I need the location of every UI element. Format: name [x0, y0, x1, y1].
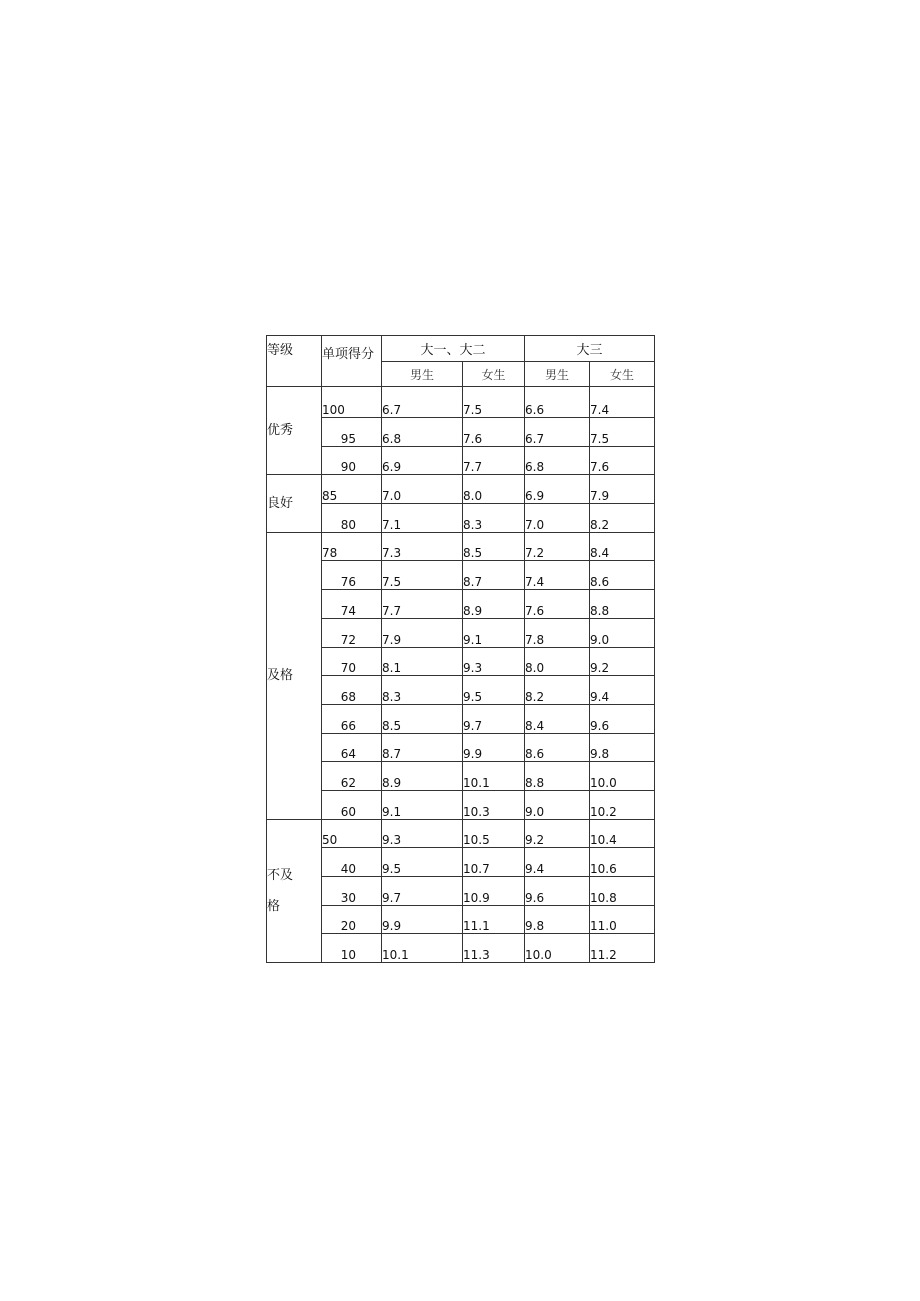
year1-2-male-cell — [382, 676, 463, 705]
year3-female-cell — [590, 532, 655, 561]
year3-male-cell — [525, 905, 590, 934]
year1-2-female-cell-text: 10.1 — [463, 775, 490, 790]
year3-male-cell-text: 6.8 — [525, 460, 545, 475]
year1-2-female-cell — [463, 590, 525, 619]
year1-2-male-cell-text: 7.1 — [382, 517, 402, 532]
table-row — [267, 387, 655, 418]
year1-2-male-cell — [382, 590, 463, 619]
year1-2-female-header: 女生 — [463, 362, 525, 387]
year1-2-male-cell-text: 8.3 — [382, 689, 402, 704]
year3-female-cell-text: 10.6 — [590, 862, 617, 876]
year3-female-cell — [590, 848, 655, 877]
score-cell-text: 100 — [322, 403, 345, 417]
year3-female-cell-text: 9.2 — [590, 661, 610, 676]
year1-2-female-cell — [463, 934, 525, 963]
year3-male-cell-text: 9.4 — [525, 862, 545, 876]
year1-2-female-cell — [463, 504, 525, 533]
year1-2-female-cell — [463, 704, 525, 733]
year3-male-cell — [525, 504, 590, 533]
table-row — [267, 504, 655, 533]
year3-female-cell-text: 7.6 — [590, 460, 610, 475]
year3-male-cell — [525, 733, 590, 762]
grade-header: 等级 — [267, 336, 322, 387]
year1-2-male-cell — [382, 934, 463, 963]
year3-male-cell — [525, 790, 590, 819]
year3-female-cell — [590, 704, 655, 733]
year1-2-female-cell — [463, 418, 525, 447]
year1-2-female-cell — [463, 387, 525, 418]
score-cell-text: 50 — [322, 833, 338, 848]
score-cell — [322, 819, 382, 848]
year1-2-female-cell-text: 8.9 — [463, 603, 483, 618]
table-row — [267, 877, 655, 906]
year3-female-cell-text: 7.5 — [590, 431, 610, 446]
score-cell-text: 62 — [340, 775, 356, 790]
year3-female-cell-text: 8.8 — [590, 603, 610, 618]
year3-female-cell-text: 7.9 — [590, 489, 610, 504]
year1-2-female-cell-text: 8.0 — [463, 489, 483, 504]
year1-2-female-cell-text: 9.9 — [463, 747, 483, 762]
score-cell-text: 74 — [340, 603, 356, 618]
year1-2-female-cell — [463, 905, 525, 934]
year3-female-cell — [590, 877, 655, 906]
table-row — [267, 561, 655, 590]
year1-2-male-cell-text: 6.8 — [382, 431, 402, 446]
score-cell-text: 66 — [340, 718, 356, 733]
year1-2-female-cell-text: 11.3 — [463, 948, 490, 963]
year1-2-male-cell — [382, 387, 463, 418]
year1-2-female-cell-text: 9.3 — [463, 661, 483, 676]
year1-2-male-cell — [382, 848, 463, 877]
year3-female-cell-text: 9.4 — [590, 689, 610, 704]
score-cell — [322, 934, 382, 963]
score-cell — [322, 446, 382, 475]
year1-2-male-cell — [382, 446, 463, 475]
score-table-body — [267, 387, 655, 963]
table-row — [267, 647, 655, 676]
score-cell — [322, 905, 382, 934]
year1-2-female-cell — [463, 532, 525, 561]
year3-male-cell-text: 8.0 — [525, 661, 545, 676]
year3-male-cell-text: 8.4 — [525, 718, 545, 733]
year1-2-female-cell-text: 11.1 — [463, 919, 490, 934]
year3-male-cell — [525, 418, 590, 447]
grade-cell: 及格 — [267, 532, 322, 819]
year1-2-female-cell-text: 8.3 — [463, 517, 483, 532]
year1-2-male-cell-text: 6.9 — [382, 460, 402, 475]
year3-female-cell — [590, 590, 655, 619]
year3-female-cell — [590, 733, 655, 762]
score-cell-text: 90 — [340, 460, 356, 475]
year3-male-cell — [525, 475, 590, 504]
year3-male-cell — [525, 819, 590, 848]
year3-female-cell-text: 8.6 — [590, 575, 610, 590]
table-row — [267, 790, 655, 819]
year1-2-female-cell-text: 10.3 — [463, 804, 490, 819]
year1-2-female-cell-text: 9.5 — [463, 689, 483, 704]
table-row — [267, 934, 655, 963]
year3-female-cell-text: 10.0 — [590, 775, 617, 790]
year1-2-female-cell — [463, 676, 525, 705]
year1-2-male-cell-text: 7.3 — [382, 546, 402, 561]
year3-female-cell — [590, 446, 655, 475]
year1-2-female-cell — [463, 877, 525, 906]
year1-2-female-cell — [463, 647, 525, 676]
year3-male-cell-text: 9.6 — [525, 890, 545, 905]
year3-male-cell-text: 7.8 — [525, 632, 545, 647]
score-cell-text: 78 — [322, 546, 338, 561]
score-cell-text: 20 — [340, 919, 356, 934]
year1-2-male-cell — [382, 504, 463, 533]
year1-2-male-cell-text: 8.5 — [382, 718, 402, 733]
year1-2-male-cell-text: 6.7 — [382, 403, 402, 417]
table-row — [267, 905, 655, 934]
score-cell — [322, 532, 382, 561]
year1-2-male-cell — [382, 704, 463, 733]
year1-2-female-cell — [463, 819, 525, 848]
year3-male-cell-text: 9.0 — [525, 804, 545, 819]
year3-female-cell — [590, 561, 655, 590]
year1-2-male-cell-text: 7.7 — [382, 603, 402, 618]
score-cell-text: 60 — [340, 804, 356, 819]
year3-female-cell — [590, 819, 655, 848]
year3-male-header: 男生 — [525, 362, 590, 387]
year3-female-cell-text: 9.0 — [590, 632, 610, 647]
year1-2-male-cell — [382, 532, 463, 561]
year3-male-cell — [525, 446, 590, 475]
year1-2-male-cell-text: 7.5 — [382, 575, 402, 590]
year3-female-cell-text: 8.2 — [590, 517, 610, 532]
year1-2-female-cell — [463, 618, 525, 647]
table-row — [267, 733, 655, 762]
year1-2-male-cell-text: 8.9 — [382, 775, 402, 790]
score-cell — [322, 618, 382, 647]
year3-female-cell-text: 7.4 — [590, 403, 610, 417]
year3-female-header: 女生 — [590, 362, 655, 387]
table-row — [267, 418, 655, 447]
table-row — [267, 446, 655, 475]
year1-2-male-cell — [382, 647, 463, 676]
year3-header: 大三 — [525, 336, 655, 362]
year1-2-female-cell-text: 9.7 — [463, 718, 483, 733]
table-row — [267, 475, 655, 504]
year3-male-cell — [525, 877, 590, 906]
year3-female-cell-text: 9.8 — [590, 747, 610, 762]
year3-female-cell-text: 10.8 — [590, 890, 617, 905]
year3-female-cell-text: 10.4 — [590, 833, 617, 848]
score-cell — [322, 704, 382, 733]
score-cell-text: 10 — [340, 948, 356, 963]
score-cell — [322, 790, 382, 819]
year3-female-cell — [590, 676, 655, 705]
score-cell-text: 68 — [340, 689, 356, 704]
year1-2-male-cell-text: 7.9 — [382, 632, 402, 647]
year1-2-male-cell — [382, 475, 463, 504]
year1-2-male-cell-text: 7.0 — [382, 489, 402, 504]
score-cell — [322, 877, 382, 906]
year1-2-female-cell — [463, 561, 525, 590]
score-cell-text: 80 — [340, 517, 356, 532]
year1-2-male-header: 男生 — [382, 362, 463, 387]
year3-male-cell — [525, 934, 590, 963]
score-cell-text: 85 — [322, 489, 338, 504]
year3-female-cell — [590, 475, 655, 504]
grade-cell: 不及 格 — [267, 819, 322, 962]
table-row — [267, 532, 655, 561]
year3-female-cell — [590, 762, 655, 791]
year3-male-cell-text: 7.4 — [525, 575, 545, 590]
year3-male-cell-text: 6.6 — [525, 403, 545, 417]
score-cell — [322, 733, 382, 762]
year3-male-cell-text: 10.0 — [525, 948, 552, 963]
single-score-header: 单项得分 — [322, 336, 382, 387]
score-cell-text: 95 — [340, 431, 356, 446]
year3-male-cell-text: 7.6 — [525, 603, 545, 618]
year3-female-cell — [590, 504, 655, 533]
table-row — [267, 590, 655, 619]
year1-2-female-cell-text: 7.6 — [463, 431, 483, 446]
year3-male-cell — [525, 762, 590, 791]
score-cell — [322, 504, 382, 533]
table-row — [267, 762, 655, 791]
table-row — [267, 848, 655, 877]
year1-2-male-cell — [382, 905, 463, 934]
year3-male-cell — [525, 532, 590, 561]
year3-female-cell — [590, 647, 655, 676]
year1-2-male-cell — [382, 762, 463, 791]
year3-male-cell — [525, 618, 590, 647]
year1-2-male-cell — [382, 819, 463, 848]
year3-male-cell-text: 6.9 — [525, 489, 545, 504]
year3-female-cell — [590, 905, 655, 934]
score-cell — [322, 418, 382, 447]
year1-2-male-cell-text: 9.3 — [382, 833, 402, 848]
year1-2-male-cell-text: 9.7 — [382, 890, 402, 905]
year3-male-cell-text: 9.8 — [525, 919, 545, 934]
year1-2-female-cell — [463, 762, 525, 791]
year3-male-cell — [525, 647, 590, 676]
year3-female-cell-text: 11.2 — [590, 948, 617, 963]
year1-2-female-cell-text: 7.5 — [463, 403, 483, 417]
year1-2-male-cell — [382, 561, 463, 590]
year1-2-male-cell — [382, 877, 463, 906]
year1-2-female-cell — [463, 733, 525, 762]
table-row — [267, 618, 655, 647]
score-cell — [322, 561, 382, 590]
year3-male-cell — [525, 590, 590, 619]
score-cell — [322, 475, 382, 504]
score-cell-text: 72 — [340, 632, 356, 647]
year1-2-female-cell-text: 10.7 — [463, 862, 490, 876]
year1-2-female-cell-text: 10.9 — [463, 890, 490, 905]
score-cell — [322, 676, 382, 705]
year3-female-cell — [590, 790, 655, 819]
year3-male-cell — [525, 848, 590, 877]
year3-female-cell — [590, 418, 655, 447]
score-table — [266, 335, 655, 963]
year3-female-cell — [590, 618, 655, 647]
year1-2-male-cell-text: 8.7 — [382, 747, 402, 762]
year3-male-cell — [525, 676, 590, 705]
score-cell-text: 40 — [340, 862, 356, 876]
year1-2-female-cell — [463, 848, 525, 877]
year1-2-header: 大一、大二 — [382, 336, 525, 362]
year3-male-cell — [525, 387, 590, 418]
year3-male-cell-text: 8.2 — [525, 689, 545, 704]
year1-2-male-cell-text: 9.5 — [382, 862, 402, 876]
year1-2-female-cell — [463, 790, 525, 819]
year3-female-cell — [590, 387, 655, 418]
table-row — [267, 676, 655, 705]
score-cell-text: 70 — [340, 661, 356, 676]
table-row — [267, 819, 655, 848]
grade-cell: 良好 — [267, 475, 322, 532]
score-cell — [322, 848, 382, 877]
year1-2-female-cell — [463, 475, 525, 504]
year1-2-female-cell-text: 9.1 — [463, 632, 483, 647]
year1-2-female-cell — [463, 446, 525, 475]
score-cell-text: 30 — [340, 890, 356, 905]
year1-2-male-cell-text: 9.1 — [382, 804, 402, 819]
year1-2-female-cell-text: 8.7 — [463, 575, 483, 590]
year3-male-cell-text: 6.7 — [525, 431, 545, 446]
year1-2-male-cell-text: 9.9 — [382, 919, 402, 934]
score-cell-text: 64 — [340, 747, 356, 762]
year1-2-male-cell-text: 8.1 — [382, 661, 402, 676]
year3-male-cell-text: 7.2 — [525, 546, 545, 561]
score-cell — [322, 590, 382, 619]
year3-male-cell-text: 8.8 — [525, 775, 545, 790]
year3-female-cell-text: 9.6 — [590, 718, 610, 733]
score-cell-text: 76 — [340, 575, 356, 590]
year1-2-male-cell — [382, 418, 463, 447]
year3-male-cell-text: 7.0 — [525, 517, 545, 532]
year3-female-cell-text: 10.2 — [590, 804, 617, 819]
year3-male-cell-text: 9.2 — [525, 833, 545, 848]
year1-2-male-cell-text: 10.1 — [382, 948, 409, 963]
year1-2-female-cell-text: 10.5 — [463, 833, 490, 848]
year3-male-cell — [525, 704, 590, 733]
score-cell — [322, 762, 382, 791]
year1-2-male-cell — [382, 790, 463, 819]
year3-male-cell-text: 8.6 — [525, 747, 545, 762]
year1-2-female-cell-text: 7.7 — [463, 460, 483, 475]
grade-cell: 优秀 — [267, 387, 322, 475]
table-row — [267, 704, 655, 733]
year3-female-cell-text: 11.0 — [590, 919, 617, 934]
year3-female-cell-text: 8.4 — [590, 546, 610, 561]
year1-2-male-cell — [382, 618, 463, 647]
year3-female-cell — [590, 934, 655, 963]
score-cell — [322, 647, 382, 676]
year1-2-male-cell — [382, 733, 463, 762]
year3-male-cell — [525, 561, 590, 590]
year1-2-female-cell-text: 8.5 — [463, 546, 483, 561]
score-cell — [322, 387, 382, 418]
